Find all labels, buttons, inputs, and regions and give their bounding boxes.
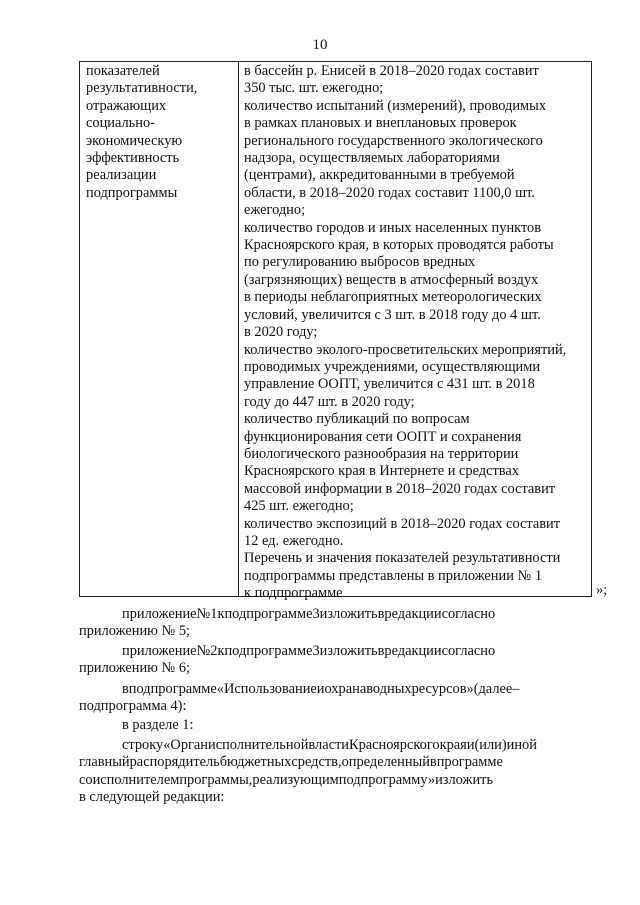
paragraph-line bbox=[79, 606, 594, 623]
paragraph-row-replace bbox=[79, 737, 594, 807]
left-cell-line: социально- bbox=[86, 115, 155, 132]
word: программе bbox=[436, 754, 503, 771]
word: изложить bbox=[319, 606, 378, 622]
right-cell-line: количество экспозиций в 2018–2020 годах составит bbox=[244, 515, 561, 532]
word: к bbox=[217, 643, 225, 659]
paragraph-section-1 bbox=[79, 717, 594, 734]
right-cell-line: количество публикаций по вопросам bbox=[244, 411, 470, 428]
word: к bbox=[217, 606, 225, 622]
paragraph-line: приложению № 6; bbox=[79, 660, 191, 677]
word: и bbox=[316, 681, 325, 697]
right-cell-line: Перечень и значения показателей результативности bbox=[244, 550, 561, 567]
word: согласно bbox=[441, 643, 496, 659]
word: редакции bbox=[384, 643, 442, 659]
right-cell-line: году до 447 шт. в 2020 году; bbox=[244, 393, 415, 410]
paragraph-line bbox=[79, 737, 594, 754]
word: изложить bbox=[435, 771, 494, 788]
paragraph-line: в разделе 1: bbox=[122, 717, 194, 733]
word: № bbox=[196, 643, 211, 659]
word: определенный bbox=[341, 754, 430, 771]
right-cell-line: проводимых учреждениями, осуществляющими bbox=[244, 358, 541, 375]
right-cell-line: в рамках плановых и внеплановых проверок bbox=[244, 115, 517, 132]
word: 2 bbox=[210, 643, 218, 659]
right-cell-line: надзора, осуществляемых лабораториями bbox=[244, 150, 500, 167]
word: средств, bbox=[291, 754, 342, 771]
word: реализующим bbox=[252, 771, 339, 788]
right-cell-line: ежегодно; bbox=[244, 202, 306, 219]
left-cell-line: реализации bbox=[86, 167, 157, 184]
right-cell-line: Красноярского края, в которых проводятся работы bbox=[244, 237, 554, 254]
left-cell-line: экономическую bbox=[86, 132, 183, 149]
left-cell-line: подпрограммы bbox=[86, 184, 178, 201]
left-cell-line: показателей bbox=[86, 63, 160, 79]
word: иной bbox=[506, 737, 537, 753]
paragraph-line bbox=[79, 681, 594, 698]
word: исполнительной bbox=[208, 737, 309, 753]
word: – bbox=[512, 681, 520, 697]
paragraph-appendix-1 bbox=[79, 606, 594, 641]
word: редакции bbox=[384, 606, 442, 622]
paragraph-line bbox=[79, 754, 594, 771]
word: в bbox=[122, 681, 129, 697]
word: в bbox=[377, 643, 385, 659]
right-cell-line: массовой информации в 2018–2020 годах составит bbox=[244, 480, 556, 497]
paragraph-line bbox=[79, 772, 594, 789]
word: программы, bbox=[179, 771, 253, 788]
paragraph-subprogram-4 bbox=[79, 681, 594, 716]
word: (или) bbox=[474, 737, 507, 753]
paragraph-line: подпрограмма 4): bbox=[79, 698, 187, 715]
right-cell-line: (центрами), аккредитованными в требуемой bbox=[244, 167, 515, 184]
word: бюджетных bbox=[219, 754, 292, 771]
word: приложение bbox=[122, 606, 197, 622]
table-right-cell bbox=[239, 62, 591, 602]
right-cell-line: 350 тыс. шт. ежегодно; bbox=[244, 80, 384, 97]
left-cell-line: результативности, bbox=[86, 80, 198, 97]
paragraph-line bbox=[79, 643, 594, 660]
paragraph-line: приложению № 5; bbox=[79, 623, 191, 640]
word: ресурсов» bbox=[411, 681, 474, 697]
word: водных bbox=[366, 681, 412, 697]
table-left-cell bbox=[80, 62, 239, 596]
word: соисполнителем bbox=[79, 771, 180, 788]
word: № bbox=[196, 606, 211, 622]
right-cell-line: условий, увеличится с 3 шт. в 2018 году до 4 шт. bbox=[244, 306, 541, 323]
page-number: 10 bbox=[312, 37, 328, 53]
word: Красноярского bbox=[348, 737, 440, 753]
right-cell-line: по регулированию выбросов вредных bbox=[244, 254, 476, 271]
right-cell-line: к подпрограмме bbox=[244, 585, 343, 602]
word: подпрограмму» bbox=[338, 771, 436, 788]
word: приложение bbox=[122, 643, 197, 659]
word: подпрограмме bbox=[224, 643, 313, 659]
indicators-table bbox=[79, 61, 592, 602]
right-cell-line: количество эколого-просветительских мероприятий, bbox=[244, 341, 567, 358]
paragraph-line: в следующей редакции: bbox=[79, 789, 225, 806]
right-cell-line: в бассейн р. Енисей в 2018–2020 годах составит bbox=[244, 63, 539, 79]
right-cell-line: в периоды неблагоприятных метеорологических bbox=[244, 289, 542, 306]
right-cell-line: функционирования сети ООПТ и сохранения bbox=[244, 428, 522, 445]
word: согласно bbox=[441, 606, 496, 622]
word: 3 bbox=[312, 643, 320, 659]
left-cell-line: отражающих bbox=[86, 97, 167, 114]
right-cell-line: управление ООПТ, увеличится с 431 шт. в 2018 bbox=[244, 376, 535, 393]
word: охрана bbox=[324, 681, 367, 697]
right-cell-line: 12 ед. ежегодно. bbox=[244, 532, 344, 549]
right-cell-line: количество городов и иных населенных пунктов bbox=[244, 219, 542, 236]
word: власти bbox=[308, 737, 349, 753]
word: распорядитель bbox=[129, 754, 220, 771]
paragraph-appendix-2 bbox=[79, 643, 594, 678]
word: подпрограмме bbox=[128, 681, 217, 697]
right-cell-line: биологического разнообразия на территории bbox=[244, 445, 519, 462]
right-cell-line: подпрограммы представлены в приложении № 1 bbox=[244, 567, 543, 584]
word: изложить bbox=[319, 643, 378, 659]
word: 3 bbox=[312, 606, 320, 622]
right-cell-line: регионального государственного экологического bbox=[244, 132, 543, 149]
right-cell-line: в 2020 году; bbox=[244, 324, 318, 341]
right-cell-line: количество испытаний (измерений), проводимых bbox=[244, 97, 547, 114]
word: в bbox=[429, 754, 437, 771]
word: края bbox=[439, 737, 467, 753]
left-cell-line: эффективность bbox=[86, 150, 180, 167]
word: 1 bbox=[210, 606, 218, 622]
right-cell-line: 425 шт. ежегодно; bbox=[244, 498, 354, 515]
word: главный bbox=[79, 754, 130, 771]
word: в bbox=[377, 606, 385, 622]
word: «Орган bbox=[163, 737, 209, 753]
right-cell-line: области, в 2018–2020 годах составит 1100,0 шт. bbox=[244, 184, 535, 201]
word: подпрограмме bbox=[224, 606, 313, 622]
word: строку bbox=[122, 737, 164, 753]
right-cell-line: (загрязняющих) веществ в атмосферный воздух bbox=[244, 271, 539, 288]
word: и bbox=[466, 737, 475, 753]
closing-quote-mark: »; bbox=[596, 582, 608, 598]
word: (далее bbox=[473, 681, 513, 697]
word: «Использование bbox=[216, 681, 317, 697]
right-cell-line: Красноярского края в Интернете и средствах bbox=[244, 463, 519, 480]
